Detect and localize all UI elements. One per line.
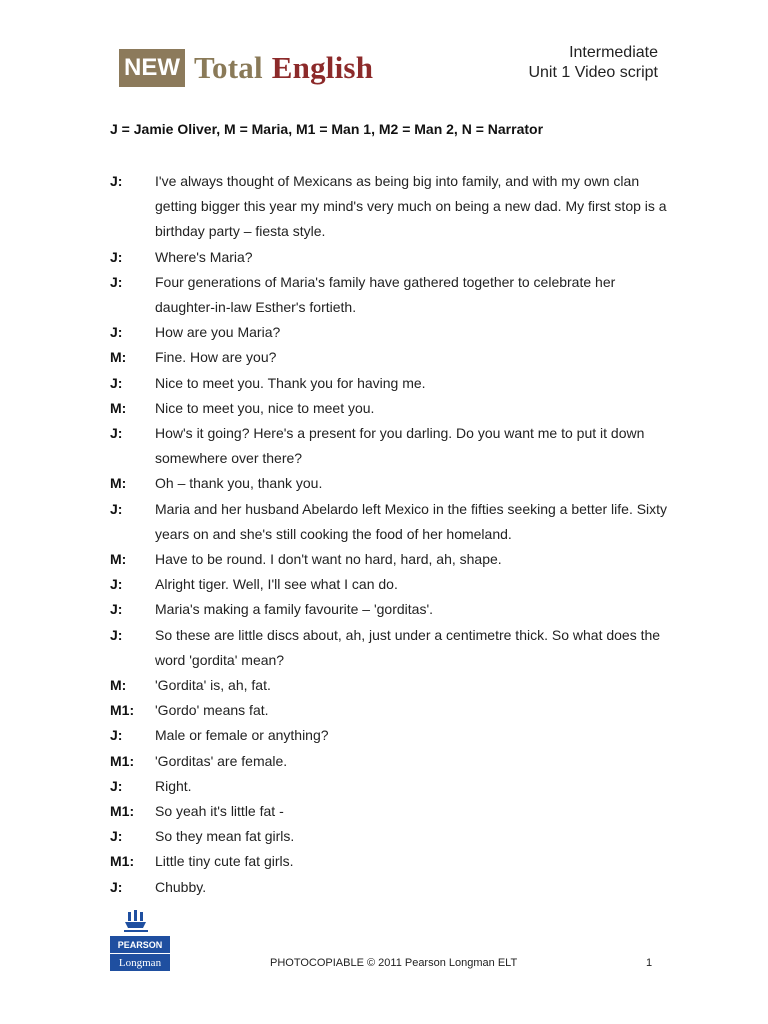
dialogue-text: So yeah it's little fat - (155, 803, 284, 820)
speaker-label: J: (110, 273, 123, 290)
script-turn (110, 824, 670, 849)
logo-new-badge: NEW (119, 49, 185, 87)
speaker-label: J: (110, 324, 123, 341)
speaker-label: J: (110, 500, 123, 517)
speaker-label: M1: (110, 752, 135, 769)
script-body (110, 169, 670, 900)
speaker-label: M: (110, 551, 127, 568)
script-turn (110, 623, 670, 673)
dialogue-text: 'Gordo' means fat. (155, 702, 269, 719)
dialogue-text: Have to be round. I don't want no hard, hard, ah, shape. (155, 551, 502, 568)
dialogue-text: Right. (155, 777, 192, 794)
page-number: 1 (646, 957, 653, 969)
script-turn (110, 774, 670, 799)
speaker-label: J: (110, 828, 123, 845)
dialogue-text: Nice to meet you. Thank you for having me. (155, 374, 426, 391)
dialogue-text: Four generations of Maria's family have gathered together to celebrate her daughter-in-law Esther's fortieth. (155, 273, 616, 316)
script-turn (110, 396, 670, 421)
dialogue-text: Fine. How are you? (155, 349, 277, 366)
dialogue-text: 'Gordita' is, ah, fat. (155, 677, 271, 694)
speaker-label: M1: (110, 803, 135, 820)
speaker-label: J: (110, 878, 123, 895)
speaker-label: J: (110, 248, 123, 265)
script-turn (110, 673, 670, 698)
speaker-label: J: (110, 601, 123, 618)
level-label: Intermediate (569, 44, 658, 61)
dialogue-text: Oh – thank you, thank you. (155, 475, 323, 492)
script-turn (110, 875, 670, 900)
script-turn (110, 345, 670, 370)
longman-text: Longman (118, 957, 162, 969)
dialogue-text: Male or female or anything? (155, 727, 329, 744)
script-turn (110, 547, 670, 572)
unit-label: Unit 1 Video script (528, 64, 658, 81)
script-turn (110, 572, 670, 597)
logo-word-total: Total (194, 50, 263, 85)
speaker-label: J: (110, 576, 123, 593)
dialogue-text: Maria's making a family favourite – 'gorditas'. (155, 601, 434, 618)
script-turn (110, 471, 670, 496)
script-turn (110, 245, 670, 270)
dialogue-text: I've always thought of Mexicans as being big into family, and with my own clan getting bigger this year my mind's very much on being a new dad. My first stop is a birthday party – fiesta style. (155, 173, 667, 240)
dialogue-text: Chubby. (155, 878, 207, 895)
dialogue-text: How's it going? Here's a present for you darling. Do you want me to put it down somewhere over there? (155, 425, 645, 467)
dialogue-text: Maria and her husband Abelardo left Mexico in the fifties seeking a better life. Sixty years on and she's still cooking the food of her homeland. (155, 500, 668, 542)
script-turn (110, 421, 670, 471)
script-turn (110, 749, 670, 774)
dialogue-text: 'Gorditas' are female. (155, 752, 288, 769)
speaker-label: M1: (110, 702, 135, 719)
script-turn (110, 723, 670, 748)
new-total-english-logo (119, 49, 373, 87)
dialogue-text: Nice to meet you, nice to meet you. (155, 399, 375, 416)
dialogue-text: How are you Maria? (155, 324, 281, 341)
copyright-text: PHOTOCOPIABLE © 2011 Pearson Longman ELT (270, 957, 518, 969)
script-turn (110, 799, 670, 824)
dialogue-text: So they mean fat girls. (155, 828, 295, 845)
header-info (528, 43, 658, 83)
script-turn (110, 320, 670, 345)
speaker-label: J: (110, 727, 123, 744)
speaker-label: M: (110, 349, 127, 366)
dialogue-text: Little tiny cute fat girls. (155, 853, 294, 870)
logo-word-english: English (271, 50, 374, 85)
script-turn (110, 497, 670, 547)
pearson-text: PEARSON (117, 940, 163, 950)
speaker-label: J: (110, 777, 123, 794)
speaker-label: J: (110, 173, 123, 189)
speaker-key: J = Jamie Oliver, M = Maria, M1 = Man 1, M2 = Man 2, N = Narrator (110, 121, 544, 137)
speaker-label: M1: (110, 853, 135, 870)
dialogue-text: So these are little discs about, ah, just under a centimetre thick. So what does the word 'gordita' mean? (155, 626, 661, 668)
script-turn (110, 849, 670, 874)
speaker-label: J: (110, 374, 123, 391)
pearson-longman-logo (110, 909, 170, 971)
dialogue-text: Alright tiger. Well, I'll see what I can do. (155, 576, 398, 593)
speaker-label: J: (110, 425, 123, 442)
dialogue-text: Where's Maria? (155, 248, 253, 265)
speaker-label: M: (110, 399, 127, 416)
script-turn (110, 371, 670, 396)
script-turn (110, 169, 670, 245)
pearson-ship-icon (110, 909, 170, 971)
speaker-label: M: (110, 677, 127, 694)
script-turn (110, 270, 670, 320)
script-turn (110, 698, 670, 723)
speaker-label: J: (110, 626, 123, 643)
script-turn (110, 597, 670, 622)
speaker-label: M: (110, 475, 127, 492)
